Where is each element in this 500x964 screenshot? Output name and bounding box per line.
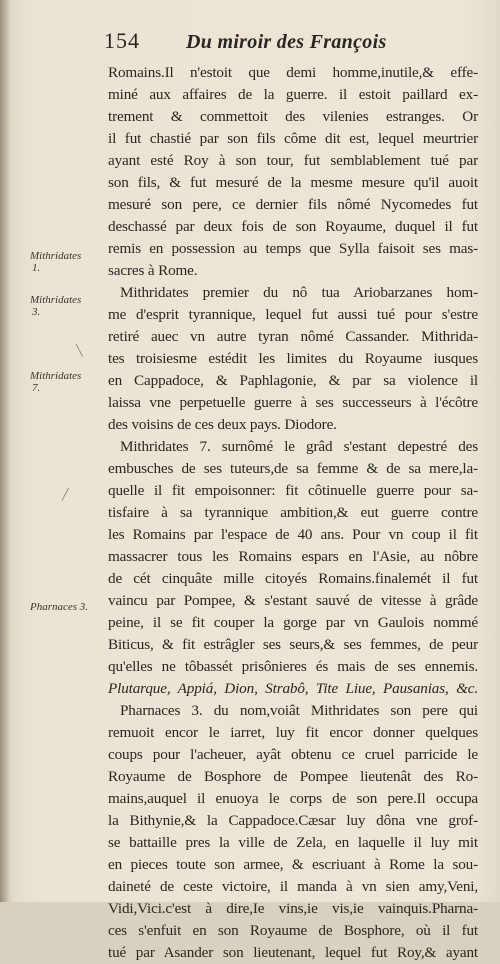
margin-note-mithridates-3: Mithridates 3. xyxy=(30,294,82,318)
text-line: il fut chastié par son fils côme dit est, lequel meurtrier xyxy=(108,130,478,147)
margin-tick-mark: ╲ xyxy=(76,344,83,357)
text-line: son fils, & fut mesuré de la mesme mesure qu'il auoit xyxy=(108,174,478,191)
text-line: remuoit encor le iarret, luy fit encor donner quelques xyxy=(108,724,478,741)
text-line: tes troisiesme estédit les limites du Royaume iusques xyxy=(108,350,478,367)
text-line: tisfaire à sa tyrannique ambition,& eut guerre contre xyxy=(108,504,478,521)
text-line: Mithridates premier du nô tua Ariobarzanes hom- xyxy=(120,284,478,301)
margin-note-pharnaces-3: Pharnaces 3. xyxy=(30,601,89,613)
text-line: de cét cinquâte mille citoyés Romains.finalemét il fut xyxy=(108,570,478,587)
text-line: Mithridates 7. surnômé le grâd s'estant depestré des xyxy=(120,438,478,455)
margin-notes xyxy=(0,0,105,902)
text-line: me d'esprit tyrannique, lequel fut aussi tué pour s'estre xyxy=(108,306,478,323)
text-line: quelle il fit empoisonner: fit côtinuelle guerre pour sa- xyxy=(108,482,478,499)
text-line: des voisins de ces deux pays. Diodore. xyxy=(108,416,337,433)
text-line: coups pour l'acheuer, ayât obtenu ce cruel parricide le xyxy=(108,746,478,763)
margin-note-mithridates-7: Mithridates 7. xyxy=(30,370,82,394)
text-line: ayant esté Roy à son tour, fut semblablement tué par xyxy=(108,152,478,169)
text-line: miné aux affaires de la guerre. il estoit paillard ex- xyxy=(108,86,478,103)
text-line: vaincu par Pompee, & s'estant sauvé de vitesse à grâde xyxy=(108,592,478,609)
text-line: daineté de ceste victoire, il manda à vn sien amy,Veni, xyxy=(108,878,478,895)
text-line: se battaille pres la ville de Zela, en laquelle il luy mit xyxy=(108,834,478,851)
running-head: Du miroir des François xyxy=(186,31,387,53)
text-line: remis en possession au temps que Sylla faisoit ses mas- xyxy=(108,240,478,257)
text-line: en pieces toute son armee, & escriuant à Rome la sou- xyxy=(108,856,478,873)
page-number: 154 xyxy=(104,28,140,53)
text-line: mains,auquel il enuoya le corps de son pere.Il occupa xyxy=(108,790,478,807)
text-line: qu'elles ne tôbassét prisônieres és mais de ses ennemis. xyxy=(108,658,478,675)
text-line: en Cappadoce, & Paphlagonie, & par sa violence il xyxy=(108,372,478,389)
text-line: peine, il se fit couper la gorge par vn Gaulois nommé xyxy=(108,614,478,631)
text-line: Vidi,Vici.c'est à dire,Ie vins,ie vis,ie vainquis.Pharna- xyxy=(108,900,478,917)
text-line: Pharnaces 3. du nom,voiât Mithridates son pere qui xyxy=(120,702,478,719)
body-text xyxy=(108,62,478,964)
text-line: Royaume de Bosphore de Pompee lieutenât des Ro- xyxy=(108,768,478,785)
text-line: Biticus, & fit estrâgler ses seurs,& ses femmes, de peur xyxy=(108,636,478,653)
citation-line: Plutarque, Appiá, Dion, Strabô, Tite Liue, Pausanias, &c. xyxy=(108,680,478,697)
text-line: laissa vne perpetuelle guerre à ses successeurs à l'écôtre xyxy=(108,394,478,411)
text-line: Romains.Il n'estoit que demi homme,inutile,& effe- xyxy=(108,64,478,81)
text-line: deschassé par deux fois de son Royaume, duquel il fut xyxy=(108,218,478,235)
page-header xyxy=(104,28,404,58)
text-line: ces s'enfuit en son Royaume de Bosphore, où il fut xyxy=(108,922,478,939)
text-line: tué par Asander son lieutenant, lequel fut Roy,& ayant xyxy=(108,944,478,961)
text-line: mesuré son pere, ce dernier fils nômé Nycomedes fut xyxy=(108,196,478,213)
text-line: les Romains par l'espace de 40 ans. Pour vn coup il fit xyxy=(108,526,478,543)
margin-note-mithridates-1: Mithridates 1. xyxy=(30,250,82,274)
text-line: embusches de ses tuteurs,de sa femme & de sa mere,la- xyxy=(108,460,478,477)
text-line: la Bithynie,& la Cappadoce.Cæsar luy dôna vne grof- xyxy=(108,812,478,829)
text-line: trement & commettoit des vilenies estranges. Or xyxy=(108,108,478,125)
text-line: retiré auec vn autre tyran nômé Cassander. Mithrida- xyxy=(108,328,478,345)
text-line: massacrer tous les Romains espars en l'Asie, au nôbre xyxy=(108,548,478,565)
text-line: sacres à Rome. xyxy=(108,262,198,279)
margin-tick-mark: ╱ xyxy=(62,488,69,501)
